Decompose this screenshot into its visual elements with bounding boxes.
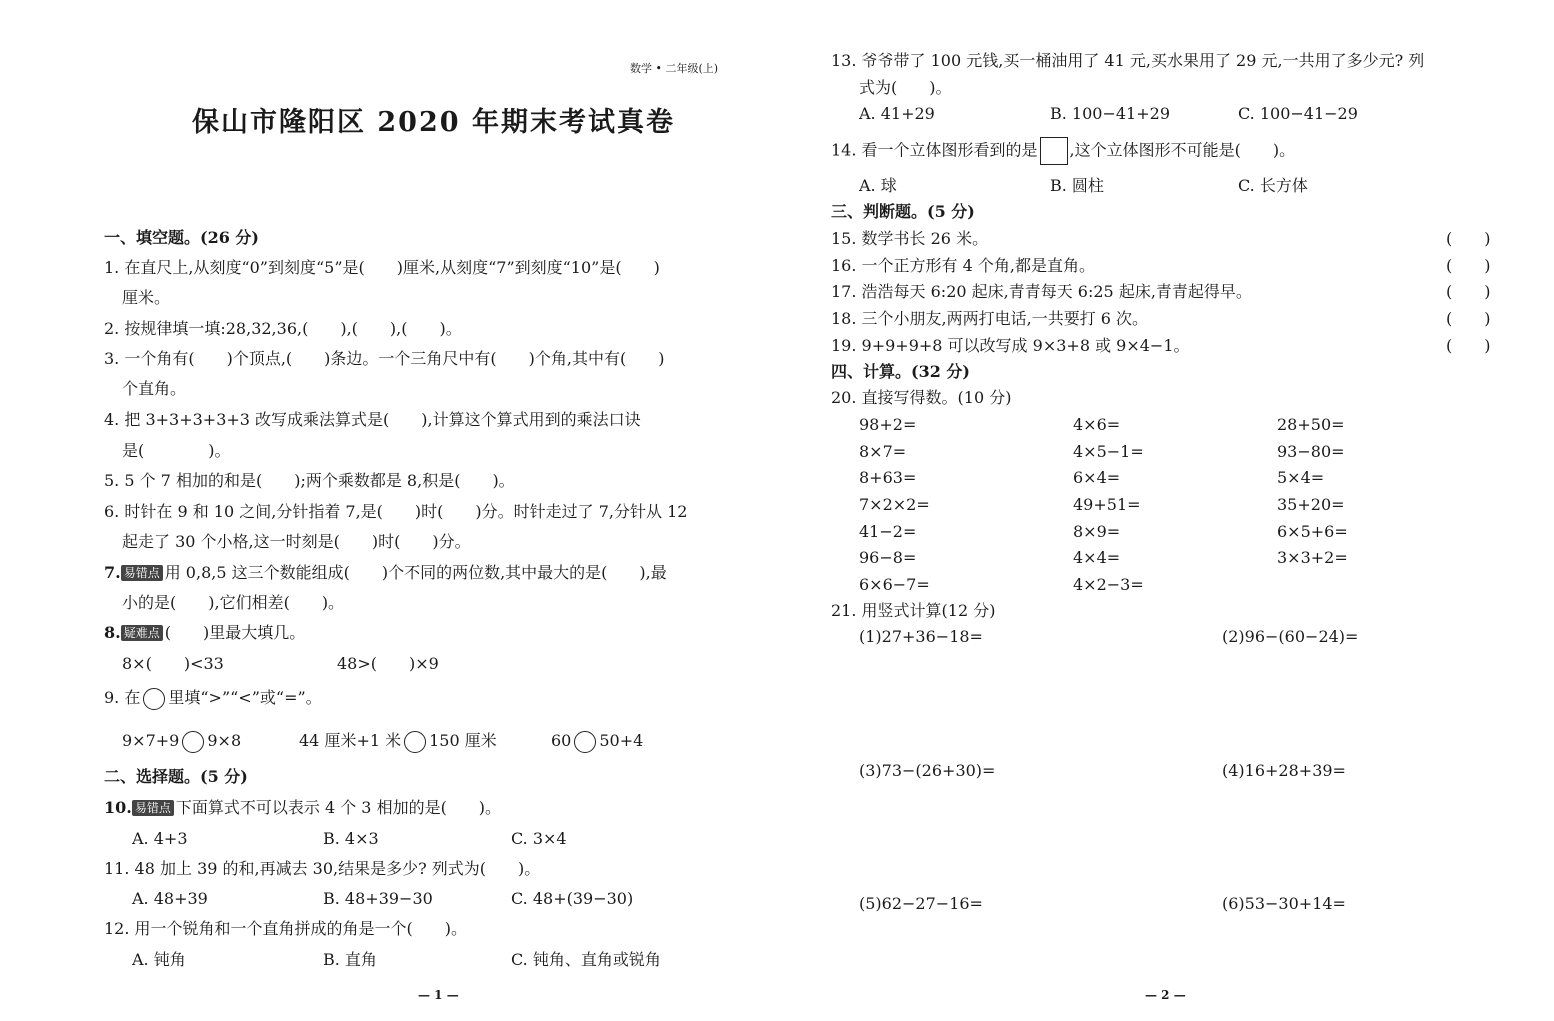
circle-blank-icon (574, 731, 596, 753)
calc-item: 8×7= (859, 442, 907, 461)
calc-item: 4×6= (1073, 415, 1121, 434)
calc-item: 4×5−1= (1073, 442, 1144, 461)
question-10 (104, 797, 501, 819)
answer-bracket: ( ) (1446, 256, 1491, 275)
vertical-calc-item: (4)16+28+39= (1222, 761, 1346, 780)
question-9-post: 里填“>”“<”或“=”。 (168, 688, 322, 707)
compare-2 (299, 730, 497, 753)
page-header: 数学 • 二年级(上) (630, 62, 719, 75)
question-3-cont: 个直角。 (122, 379, 187, 398)
question-8-number: 8. (104, 623, 121, 642)
circle-blank-icon (404, 731, 426, 753)
calc-item: 49+51= (1073, 495, 1141, 514)
question-7-cont: 小的是( ),它们相差( )。 (122, 593, 345, 612)
judge-item: 19. 9+9+9+8 可以改写成 9×3+8 或 9×4−1。 (831, 336, 1190, 355)
exam-title: 保山市隆阳区 2020 年期末考试真卷 (192, 107, 675, 138)
section-fill-in: 一、填空题。(26 分) (104, 228, 259, 247)
calc-item: 28+50= (1277, 415, 1345, 434)
calc-item: 93−80= (1277, 442, 1345, 461)
vertical-calc-item: (3)73−(26+30)= (859, 761, 996, 780)
calc-item: 35+20= (1277, 495, 1345, 514)
answer-bracket: ( ) (1446, 282, 1491, 301)
q10-option-c: C. 3×4 (511, 829, 567, 848)
question-13-cont: 式为( )。 (859, 78, 952, 97)
q14-option-b: B. 圆柱 (1050, 176, 1104, 195)
compare-1-left: 9×7+9 (122, 731, 180, 750)
answer-bracket: ( ) (1446, 229, 1491, 248)
section-calc: 四、计算。(32 分) (831, 362, 970, 381)
answer-bracket: ( ) (1446, 336, 1491, 355)
judge-item: 16. 一个正方形有 4 个角,都是直角。 (831, 256, 1095, 275)
question-4: 4. 把 3+3+3+3+3 改写成乘法算式是( ),计算这个算式用到的乘法口诀 (104, 410, 641, 429)
circle-blank-icon (143, 688, 165, 710)
compare-3-right: 50+4 (599, 731, 644, 750)
calc-item: 96−8= (859, 548, 917, 567)
calc-item: 8×9= (1073, 522, 1121, 541)
calc-item: 7×2×2= (859, 495, 930, 514)
question-11: 11. 48 加上 39 的和,再减去 30,结果是多少? 列式为( )。 (104, 859, 541, 878)
q14-option-a: A. 球 (859, 176, 897, 195)
question-21: 21. 用竖式计算(12 分) (831, 601, 996, 620)
page-number-1: — 1 — (418, 988, 459, 1002)
compare-2-left: 44 厘米+1 米 (299, 731, 402, 750)
q14-option-c: C. 长方体 (1238, 176, 1308, 195)
vertical-calc-item: (5)62−27−16= (859, 894, 983, 913)
compare-1-right: 9×8 (207, 731, 242, 750)
compare-1 (122, 730, 241, 753)
question-14-pre: 14. 看一个立体图形看到的是 (831, 140, 1038, 160)
answer-bracket: ( ) (1446, 309, 1491, 328)
q12-option-c: C. 钝角、直角或锐角 (511, 950, 661, 969)
q11-option-a: A. 48+39 (132, 889, 208, 908)
calc-item: 6×4= (1073, 468, 1121, 487)
question-1-cont: 厘米。 (122, 288, 171, 307)
calc-item: 5×4= (1277, 468, 1325, 487)
section-choice: 二、选择题。(5 分) (104, 767, 248, 786)
question-8 (104, 622, 305, 644)
question-7-text: 用 0,8,5 这三个数能组成( )个不同的两位数,其中最大的是( ),最 (164, 563, 667, 582)
circle-blank-icon (182, 731, 204, 753)
question-12: 12. 用一个锐角和一个直角拼成的角是一个( )。 (104, 919, 468, 938)
question-6-cont: 起走了 30 个小格,这一时刻是( )时( )分。 (122, 532, 471, 551)
calc-item: 6×6−7= (859, 575, 930, 594)
question-5: 5. 5 个 7 相加的和是( );两个乘数都是 8,积是( )。 (104, 471, 515, 490)
q10-option-b: B. 4×3 (323, 829, 379, 848)
compare-3-left: 60 (551, 731, 572, 750)
q12-option-a: A. 钝角 (132, 950, 186, 969)
calc-item: 41−2= (859, 522, 917, 541)
compare-3 (551, 730, 643, 753)
q13-option-a: A. 41+29 (859, 104, 935, 123)
question-3: 3. 一个角有( )个顶点,( )条边。一个三角尺中有( )个角,其中有( ) (104, 349, 665, 368)
judge-item: 15. 数学书长 26 米。 (831, 229, 989, 248)
q10-option-a: A. 4+3 (132, 829, 188, 848)
question-8-text: ( )里最大填几。 (164, 623, 306, 642)
q11-option-c: C. 48+(39−30) (511, 889, 634, 908)
square-icon (1040, 137, 1068, 165)
question-7 (104, 562, 667, 584)
q12-option-b: B. 直角 (323, 950, 377, 969)
error-prone-tag: 易错点 (132, 800, 174, 816)
q13-option-b: B. 100−41+29 (1050, 104, 1170, 123)
question-4-cont: 是( )。 (122, 441, 231, 460)
calc-item: 3×3+2= (1277, 548, 1348, 567)
question-10-number: 10. (104, 798, 132, 817)
page-number-2: — 2 — (1145, 988, 1186, 1002)
calc-item: 4×2−3= (1073, 575, 1144, 594)
question-13: 13. 爷爷带了 100 元钱,买一桶油用了 41 元,买水果用了 29 元,一共用了多少元? 列 (831, 51, 1425, 70)
question-2: 2. 按规律填一填:28,32,36,( ),( ),( )。 (104, 319, 462, 338)
question-8-item-1: 8×( )<33 (122, 654, 224, 673)
q13-option-c: C. 100−41−29 (1238, 104, 1358, 123)
calc-item: 4×4= (1073, 548, 1121, 567)
calc-item: 98+2= (859, 415, 917, 434)
vertical-calc-item: (2)96−(60−24)= (1222, 627, 1359, 646)
calc-item: 8+63= (859, 468, 917, 487)
question-6: 6. 时针在 9 和 10 之间,分针指着 7,是( )时( )分。时针走过了 7,分针从 12 (104, 502, 688, 521)
question-9-pre: 9. 在 (104, 688, 141, 707)
error-prone-tag: 易错点 (121, 565, 163, 581)
compare-2-right: 150 厘米 (429, 731, 497, 750)
question-7-number: 7. (104, 563, 121, 582)
judge-item: 17. 浩浩每天 6:20 起床,青青每天 6:25 起床,青青起得早。 (831, 282, 1252, 301)
question-14-post: ,这个立体图形不可能是( )。 (1069, 140, 1296, 160)
section-judge: 三、判断题。(5 分) (831, 202, 975, 221)
calc-item: 6×5+6= (1277, 522, 1348, 541)
judge-item: 18. 三个小朋友,两两打电话,一共要打 6 次。 (831, 309, 1149, 328)
q11-option-b: B. 48+39−30 (323, 889, 433, 908)
question-9 (104, 687, 322, 710)
question-1: 1. 在直尺上,从刻度“0”到刻度“5”是( )厘米,从刻度“7”到刻度“10”是( ) (104, 258, 660, 277)
question-10-text: 下面算式不可以表示 4 个 3 相加的是( )。 (175, 798, 502, 817)
question-20: 20. 直接写得数。(10 分) (831, 388, 1012, 407)
vertical-calc-item: (6)53−30+14= (1222, 894, 1346, 913)
vertical-calc-item: (1)27+36−18= (859, 627, 983, 646)
question-8-item-2: 48>( )×9 (337, 654, 439, 673)
question-14 (831, 137, 1295, 165)
difficult-tag: 疑难点 (121, 625, 163, 641)
